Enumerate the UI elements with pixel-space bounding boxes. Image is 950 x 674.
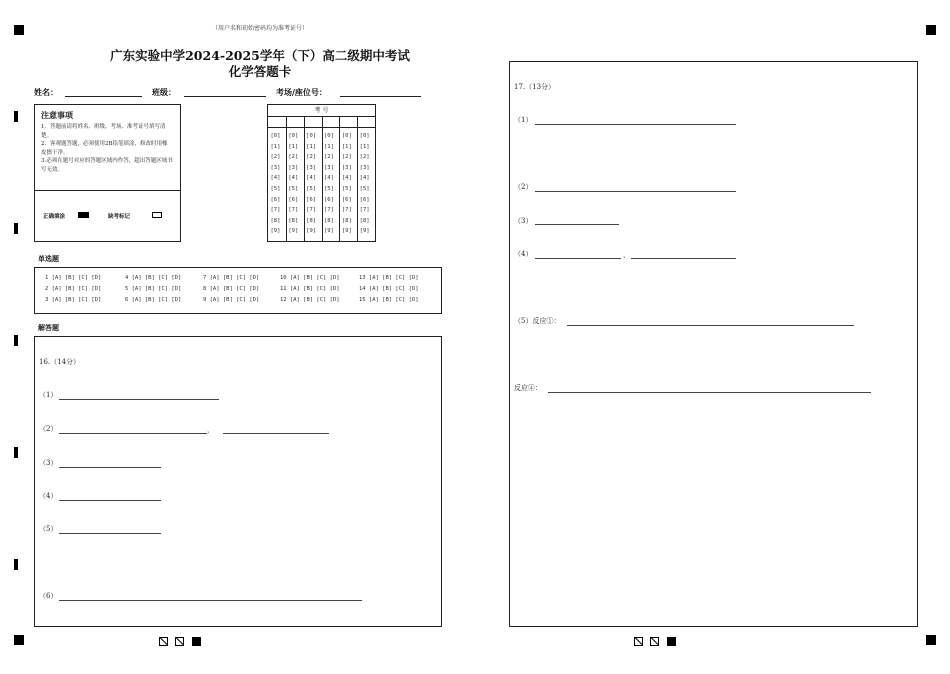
- corner-marker-tl: [14, 25, 24, 35]
- page-subtitle: 化学答题卡: [228, 64, 292, 79]
- exam-id-digit-bubble[interactable]: [7]: [288, 207, 299, 214]
- side-timing-mark: [14, 559, 18, 570]
- exam-id-digit-bubble[interactable]: [9]: [270, 228, 281, 235]
- q17-part4-line-b[interactable]: [631, 258, 736, 259]
- single-choice-item[interactable]: 6 [A] [B] [C] [D]: [125, 297, 182, 303]
- q17-part5b-label: 反应④：: [514, 384, 542, 392]
- exam-id-digit-bubble[interactable]: [2]: [341, 154, 352, 161]
- absent-mark-label: 缺考标记: [108, 214, 131, 220]
- single-choice-item[interactable]: 10 [A] [B] [C] [D]: [280, 275, 340, 281]
- single-choice-item[interactable]: 1 [A] [B] [C] [D]: [45, 275, 102, 281]
- corner-marker-br: [926, 635, 936, 645]
- exam-id-digit-bubble[interactable]: [2]: [306, 154, 317, 161]
- exam-id-digit-bubble[interactable]: [7]: [341, 207, 352, 214]
- exam-id-digit-bubble[interactable]: [1]: [341, 143, 352, 150]
- q17-part5-line-b[interactable]: [548, 392, 871, 393]
- q16-part3-line[interactable]: [59, 467, 161, 468]
- exam-id-digit-bubble[interactable]: [6]: [341, 196, 352, 203]
- q16-part2-line-b[interactable]: [223, 433, 329, 434]
- exam-id-grid: [267, 104, 376, 242]
- exam-id-digit-bubble[interactable]: [4]: [306, 175, 317, 182]
- exam-id-column-divider: [339, 116, 340, 241]
- q17-part5-label: （5）反应①：: [514, 317, 561, 325]
- exam-id-digit-bubble[interactable]: [5]: [359, 186, 370, 192]
- side-timing-mark: [14, 335, 18, 346]
- page-marker-diag-icon: [634, 637, 643, 646]
- q17-part3-label: （3）: [514, 217, 533, 225]
- q17-part3-line[interactable]: [535, 224, 619, 225]
- side-timing-mark: [14, 223, 18, 234]
- single-choice-item[interactable]: 8 [A] [B] [C] [D]: [203, 286, 260, 292]
- q16-part6-label: （6）: [39, 592, 58, 600]
- exam-id-digit-bubble[interactable]: [7]: [324, 207, 334, 214]
- absent-mark-checkbox[interactable]: [152, 212, 162, 218]
- exam-id-digit-bubble[interactable]: [2]: [324, 154, 334, 161]
- q17-part4-sep: ，: [623, 251, 630, 259]
- exam-id-digit-bubble[interactable]: [9]: [288, 228, 299, 235]
- exam-id-column-divider: [357, 116, 358, 241]
- exam-id-digit-bubble[interactable]: [5]: [324, 186, 334, 192]
- single-choice-item[interactable]: 13 [A] [B] [C] [D]: [359, 275, 419, 281]
- single-choice-item[interactable]: 15 [A] [B] [C] [D]: [359, 297, 419, 303]
- q16-part3-label: （3）: [39, 459, 58, 467]
- exam-id-digit-bubble[interactable]: [1]: [324, 143, 334, 150]
- answer-section-label: 解答题: [38, 323, 59, 332]
- exam-id-digit-bubble[interactable]: [1]: [270, 143, 281, 150]
- q16-part1-label: （1）: [39, 391, 58, 399]
- exam-id-digit-bubble[interactable]: [5]: [270, 186, 281, 192]
- exam-id-column-divider: [322, 116, 323, 241]
- exam-id-digit-bubble[interactable]: [7]: [270, 207, 281, 214]
- exam-id-column-divider: [286, 116, 287, 241]
- corner-marker-tr: [926, 25, 936, 35]
- exam-id-digit-bubble[interactable]: [9]: [324, 228, 334, 235]
- exam-id-digit-bubble[interactable]: [5]: [288, 186, 299, 192]
- correct-fill-sample: [78, 212, 89, 218]
- exam-id-digit-bubble[interactable]: [7]: [306, 207, 317, 214]
- exam-id-digit-bubble[interactable]: [8]: [359, 217, 370, 224]
- page-marker-diag-icon: [650, 637, 659, 646]
- notice-item: 1．答题前请将姓名、班级、考场、准考证号填写清楚。: [41, 124, 166, 139]
- exam-id-digit-bubble[interactable]: [6]: [270, 196, 281, 203]
- q17-part5-line-a[interactable]: [567, 325, 854, 326]
- exam-id-column-divider: [304, 116, 305, 241]
- page-marker-diag-icon: [159, 637, 168, 646]
- exam-id-digit-bubble[interactable]: [6]: [306, 196, 317, 203]
- exam-id-digit-bubble[interactable]: [4]: [288, 175, 299, 182]
- exam-id-digit-bubble[interactable]: [4]: [324, 175, 334, 182]
- seat-field[interactable]: [340, 96, 421, 97]
- exam-id-digit-bubble[interactable]: [0]: [288, 133, 299, 139]
- notice-box: [34, 104, 181, 242]
- single-choice-item[interactable]: 2 [A] [B] [C] [D]: [45, 286, 102, 292]
- notice-item: 3.必须在题号对应的答题区域内作答，超出答题区域书写无效。: [41, 158, 173, 173]
- name-label: 姓名：: [34, 87, 58, 97]
- exam-id-digit-bubble[interactable]: [0]: [341, 133, 352, 139]
- exam-id-digit-bubble[interactable]: [3]: [288, 164, 299, 171]
- exam-id-digit-bubble[interactable]: [5]: [306, 186, 317, 192]
- class-label: 班级：: [152, 87, 176, 97]
- exam-id-digit-bubble[interactable]: [0]: [306, 133, 317, 139]
- q16-part5-label: （5）: [39, 525, 58, 533]
- notice-divider: [35, 190, 180, 191]
- q16-title: 16.（14分）: [39, 358, 81, 366]
- exam-id-digit-bubble[interactable]: [3]: [306, 164, 317, 171]
- exam-id-digit-bubble[interactable]: [4]: [341, 175, 352, 182]
- exam-id-digit-bubble[interactable]: [3]: [359, 164, 370, 171]
- exam-id-digit-bubble[interactable]: [6]: [288, 196, 299, 203]
- exam-id-digit-bubble[interactable]: [3]: [324, 164, 334, 171]
- q16-part5-line[interactable]: [59, 533, 161, 534]
- seat-label: 考场/座位号：: [276, 87, 327, 97]
- q16-part4-line[interactable]: [59, 500, 161, 501]
- correct-fill-label: 正确填涂: [43, 214, 66, 220]
- exam-id-digit-bubble[interactable]: [9]: [359, 228, 370, 235]
- q16-part2-sep: ，: [207, 426, 214, 434]
- exam-id-digit-bubble[interactable]: [0]: [359, 133, 370, 139]
- exam-id-digit-bubble[interactable]: [1]: [288, 143, 299, 150]
- exam-id-digit-bubble[interactable]: [0]: [324, 133, 334, 139]
- q17-part1-label: （1）: [514, 116, 533, 124]
- single-choice-item[interactable]: 4 [A] [B] [C] [D]: [125, 275, 182, 281]
- exam-id-digit-bubble[interactable]: [5]: [341, 186, 352, 192]
- single-choice-box: [34, 267, 442, 314]
- name-field[interactable]: [65, 96, 142, 97]
- notice-title: 注意事项: [41, 110, 73, 120]
- q16-part2-line-a[interactable]: [59, 433, 207, 434]
- exam-id-digit-bubble[interactable]: [2]: [270, 154, 281, 161]
- exam-id-columns: [268, 116, 375, 241]
- exam-id-digit-bubble[interactable]: [8]: [270, 217, 281, 224]
- page-title: 广东实验中学2024-2025学年（下）高二级期中考试: [110, 48, 410, 63]
- q17-part1-line[interactable]: [535, 124, 736, 125]
- corner-marker-bl: [14, 635, 24, 645]
- exam-id-digit-bubble[interactable]: [3]: [341, 164, 352, 171]
- single-choice-label: 单选题: [38, 254, 59, 263]
- q17-part2-label: （2）: [514, 183, 533, 191]
- exam-id-digit-bubble[interactable]: [1]: [359, 143, 370, 150]
- q16-part2-label: （2）: [39, 425, 58, 433]
- single-choice-item[interactable]: 11 [A] [B] [C] [D]: [280, 286, 340, 292]
- q17-part2-line[interactable]: [535, 191, 736, 192]
- q16-part4-label: （4）: [39, 492, 58, 500]
- exam-id-digit-bubble[interactable]: [8]: [288, 217, 299, 224]
- q16-part6-line[interactable]: [59, 600, 362, 601]
- exam-id-digit-bubble[interactable]: [9]: [306, 228, 317, 235]
- notice-item: 2．客观题答题，必须使用2B铅笔填涂，修改时用橡皮擦干净。: [41, 141, 168, 156]
- single-choice-item[interactable]: 5 [A] [B] [C] [D]: [125, 286, 182, 292]
- exam-id-digit-bubble[interactable]: [6]: [324, 196, 334, 203]
- q17-part4-label: （4）: [514, 250, 533, 258]
- exam-id-digit-bubble[interactable]: [4]: [359, 175, 370, 182]
- exam-id-digit-bubble[interactable]: [7]: [359, 207, 370, 214]
- exam-id-digit-bubble[interactable]: [8]: [306, 217, 317, 224]
- single-choice-item[interactable]: 7 [A] [B] [C] [D]: [203, 275, 260, 281]
- q17-part4-line-a[interactable]: [535, 258, 621, 259]
- single-choice-item[interactable]: 12 [A] [B] [C] [D]: [280, 297, 340, 303]
- q17-box: [509, 61, 918, 627]
- q16-box: [34, 336, 442, 627]
- side-timing-mark: [14, 111, 18, 122]
- login-note: （用户名和初始密码均为准考证号）: [211, 25, 308, 32]
- exam-id-title: 考 号: [268, 105, 375, 117]
- exam-id-digit-bubble[interactable]: [6]: [359, 196, 370, 203]
- exam-id-digit-bubble[interactable]: [8]: [341, 217, 352, 224]
- q16-part1-line[interactable]: [59, 399, 219, 400]
- page-marker-filled-icon: [667, 637, 676, 646]
- page-marker-diag-icon: [175, 637, 184, 646]
- exam-id-digit-bubble[interactable]: [3]: [270, 164, 281, 171]
- exam-id-digit-bubble[interactable]: [4]: [270, 175, 281, 182]
- single-choice-item[interactable]: 14 [A] [B] [C] [D]: [359, 286, 419, 292]
- exam-id-digit-bubble[interactable]: [0]: [270, 133, 281, 139]
- side-timing-mark: [14, 447, 18, 458]
- class-field[interactable]: [184, 96, 266, 97]
- q17-title: 17.（13分）: [514, 83, 556, 91]
- exam-id-digit-bubble[interactable]: [2]: [288, 154, 299, 161]
- page-marker-filled-icon: [192, 637, 201, 646]
- single-choice-item[interactable]: 3 [A] [B] [C] [D]: [45, 297, 102, 303]
- exam-id-digit-bubble[interactable]: [8]: [324, 217, 334, 224]
- single-choice-item[interactable]: 9 [A] [B] [C] [D]: [203, 297, 260, 303]
- notice-items: [41, 123, 173, 175]
- exam-id-digit-bubble[interactable]: [2]: [359, 154, 370, 161]
- exam-id-digit-bubble[interactable]: [1]: [306, 143, 317, 150]
- exam-id-digit-bubble[interactable]: [9]: [341, 228, 352, 235]
